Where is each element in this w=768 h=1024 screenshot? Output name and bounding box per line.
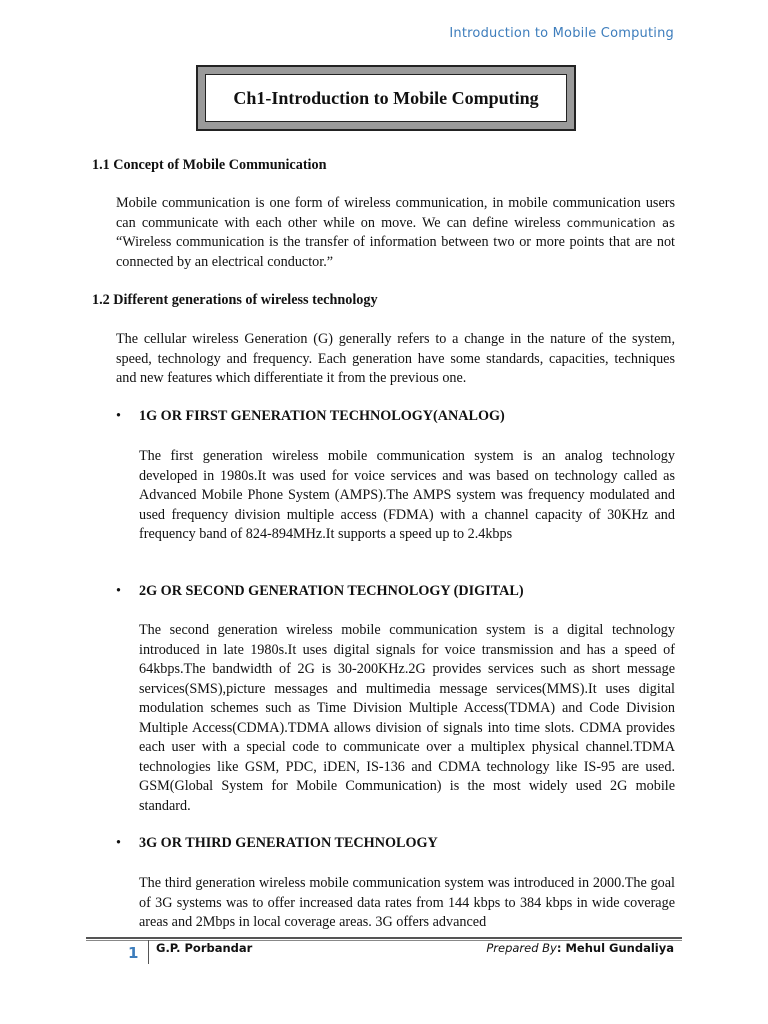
paragraph-text-cont: “Wireless communication is the transfer of information between two or more points that are not connected by an electrical conductor.” <box>116 234 675 270</box>
paragraph-concept <box>116 194 675 272</box>
paragraph-small-text: communication as <box>566 215 675 230</box>
bullet-label: 2G OR SECOND GENERATION TECHNOLOGY (DIGITAL) <box>139 583 524 599</box>
prepared-by-separator: : <box>556 941 566 955</box>
footer-prepared-by <box>486 941 674 955</box>
bullet-dot-icon: • <box>116 835 121 851</box>
chapter-title: Ch1-Introduction to Mobile Computing <box>205 74 567 122</box>
chapter-title-frame <box>196 65 576 131</box>
section-heading-1-1: 1.1 Concept of Mobile Communication <box>92 157 327 173</box>
bullet-3g <box>116 835 438 852</box>
prepared-by-label: Prepared By <box>486 941 557 955</box>
bullet-label: 1G OR FIRST GENERATION TECHNOLOGY(ANALOG) <box>139 408 505 424</box>
paragraph-1g: The first generation wireless mobile communication system is an analog technology developed in 1980s.It was used for voice services and was based on technology called as Advanced Mobile Phone System (AMPS).The AMPS system was frequency modulated and used frequency division multiple access (FDMA) with a channel capacity of 30KHz and frequency band of 824-894MHz.It supports a speed up to 2.4kbps <box>139 448 675 542</box>
page-number: 1 <box>128 944 139 962</box>
footer-vertical-divider <box>148 940 149 964</box>
paragraph-2g: The second generation wireless mobile communication system is a digital technology introduced in late 1980s.It uses digital signals for voice transmission and has a speed of 64kbps.The bandwidth of 2G is 30-200KHz.2G provides services such as short message services(SMS),picture messages and multimedia message services(MMS).It uses digital modulation schemes such as Time Division Multiple Access(TDMA) and Code Division Multiple Access(CDMA).TDMA allows division of signals into time slots. CDMA provides each user with a special code to communicate over a multiplex physical channel.TDMA technologies like GSM, PDC, iDEN, IS-136 and CDMA technology like IS-95 are used. GSM(Global System for Mobile Communication) is the most widely used 2G mobile standard. <box>139 622 675 814</box>
paragraph-3g: The third generation wireless mobile communication system was introduced in 2000.The goal of 3G systems was to offer increased data rates from 144 kbps to 384 kbps in wide coverage areas and 2Mbps in local coverage areas. 3G offers advanced <box>139 875 675 930</box>
section-heading-1-2: 1.2 Different generations of wireless technology <box>92 292 378 308</box>
paragraph-generations: The cellular wireless Generation (G) generally refers to a change in the nature of the system, speed, technology and frequency. Each generation have some standards, capacities, techniques and new features which differentiate it from the previous one. <box>116 331 675 386</box>
footer-divider <box>86 937 682 939</box>
bullet-dot-icon: • <box>116 583 121 599</box>
bullet-label: 3G OR THIRD GENERATION TECHNOLOGY <box>139 835 438 851</box>
footer-institution: G.P. Porbandar <box>156 941 253 955</box>
bullet-2g <box>116 583 524 600</box>
running-header-title: Introduction to Mobile Computing <box>449 26 674 41</box>
bullet-1g <box>116 408 505 425</box>
paragraph-text: Mobile communication is one form of wireless communication, in mobile communication users can communicate with each other while on move. We can define wireless <box>116 195 675 231</box>
bullet-dot-icon: • <box>116 408 121 424</box>
author-name: Mehul Gundaliya <box>565 941 674 955</box>
